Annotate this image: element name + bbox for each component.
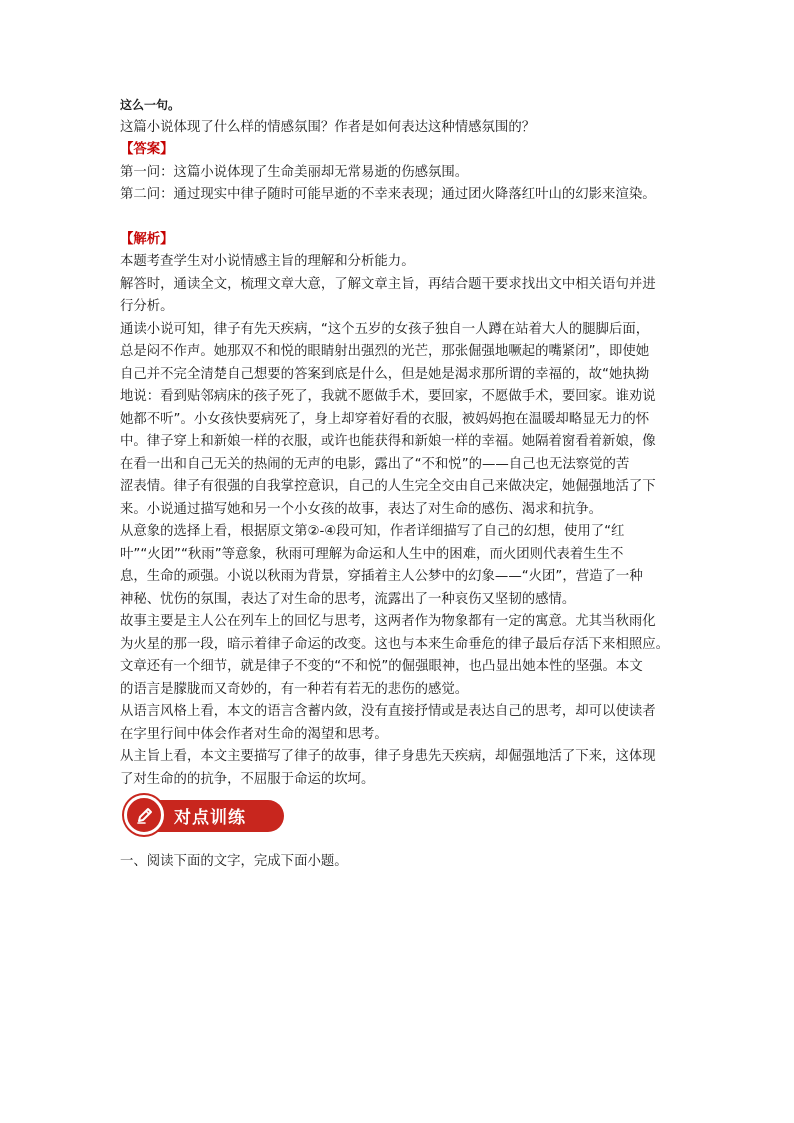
document-page — [120, 94, 680, 874]
analysis-line: 总是闷不作声。她那双不和悦的眼睛射出强烈的光芒，那张倔强地噘起的嘴紧闭”，即使她 — [120, 344, 650, 359]
analysis-line: 自己并不完全清楚自己想要的答案到底是什么，但是她是渴求那所谓的幸福的，故“她执拗 — [120, 366, 650, 382]
analysis-line: 为火星的那一段，暗示着律子命运的改变。这也与本来生命垂危的律子最后存活下来相照应。 — [120, 636, 670, 652]
section-banner — [124, 795, 284, 835]
header-fragment: 这么一句。 — [120, 98, 181, 112]
analysis-line: 通读小说可知，律子有先天疾病，“这个五岁的女孩子独自一人蹲在站着大人的腿脚后面， — [120, 321, 650, 337]
analysis-line: 叶”“火团”“秋雨”等意象，秋雨可理解为命运和人生中的困难，而火团则代表着生生不 — [120, 546, 624, 562]
question-text: 这篇小说体现了什么样的情感氛围？作者是如何表达这种情感氛围的？ — [120, 119, 536, 135]
analysis-line: 息，生命的顽强。小说以秋雨为背景，穿插着主人公梦中的幻象——“火团”，营造了一种 — [120, 569, 643, 584]
analysis-line: 解答时，通读全文，梳理文章大意，了解文章主旨，再结合题干要求找出文中相关语句并进 — [120, 276, 656, 292]
pencil-icon — [135, 806, 155, 826]
analysis-line: 故事主要是主人公在列车上的回忆与思考，这两者作为物象都有一定的寓意。尤其当秋雨化 — [120, 614, 656, 629]
banner-badge — [124, 795, 164, 835]
analysis-line: 了对生命的的抗争，不屈服于命运的坎坷。 — [120, 771, 375, 787]
analysis-line: 地说：看到贴邻病床的孩子死了，我就不愿做手术，要回家，不愿做手术，要回家。谁劝说 — [120, 389, 656, 404]
analysis-line: 涩表情。律子有很强的自我掌控意识，自己的人生完全交由自己来做决定，她倔强地活了下 — [120, 479, 656, 494]
answer-line: 第二问：通过现实中律子随时可能早逝的不幸来表现；通过团火降落红叶山的幻影来渲染。 — [120, 187, 656, 202]
analysis-line: 本题考查学生对小说情感主旨的理解和分析能力。 — [120, 254, 415, 269]
analysis-line: 文章还有一个细节，就是律子不变的“不和悦”的倔强眼神，也凸显出她本性的坚强。本文 — [120, 659, 643, 674]
analysis-line: 的语言是朦胧而又奇妙的，有一种若有若无的悲伤的感觉。 — [120, 681, 469, 697]
answer-label: 【答案】 — [120, 142, 174, 157]
analysis-line: 在看一出和自己无关的热闹的无声的电影，露出了“不和悦”的——自己也无法察觉的苦 — [120, 456, 630, 472]
analysis-line: 从语言风格上看，本文的语言含蓄内敛，没有直接抒情或是表达自己的思考，却可以使读者 — [120, 704, 656, 719]
analysis-line: 从意象的选择上看，根据原文第②-④段可知，作者详细描写了自己的幻想，使用了“红 — [120, 524, 625, 539]
analysis-label: 【解析】 — [120, 231, 174, 247]
analysis-line: 她都不听”。小女孩快要病死了，身上却穿着好看的衣服，被妈妈抱在温暖却略显无力的怀 — [120, 411, 650, 427]
analysis-line: 行分析。 — [120, 299, 174, 314]
analysis-body — [120, 251, 680, 791]
analysis-line: 神秘、忧伤的氛围，表达了对生命的思考，流露出了一种哀伤又坚韧的感情。 — [120, 591, 576, 607]
banner-title: 对点训练 — [174, 808, 246, 828]
exercise-intro: 一、阅读下面的文字，完成下面小题。 — [120, 854, 348, 869]
analysis-line: 在字里行间中体会作者对生命的渴望和思考。 — [120, 726, 388, 742]
analysis-line: 中。律子穿上和新娘一样的衣服，或许也能获得和新娘一样的幸福。她隔着窗看着新娘，像 — [120, 434, 656, 449]
spacer — [120, 207, 680, 229]
analysis-line: 从主旨上看，本文主要描写了律子的故事，律子身患先天疾病，却倔强地活了下来，这体现 — [120, 749, 656, 764]
analysis-line: 来。小说通过描写她和另一个小女孩的故事，表达了对生命的感伤、渴求和抗争。 — [120, 501, 603, 517]
answer-line: 第一问：这篇小说体现了生命美丽却无常易逝的伤感氛围。 — [120, 164, 469, 180]
